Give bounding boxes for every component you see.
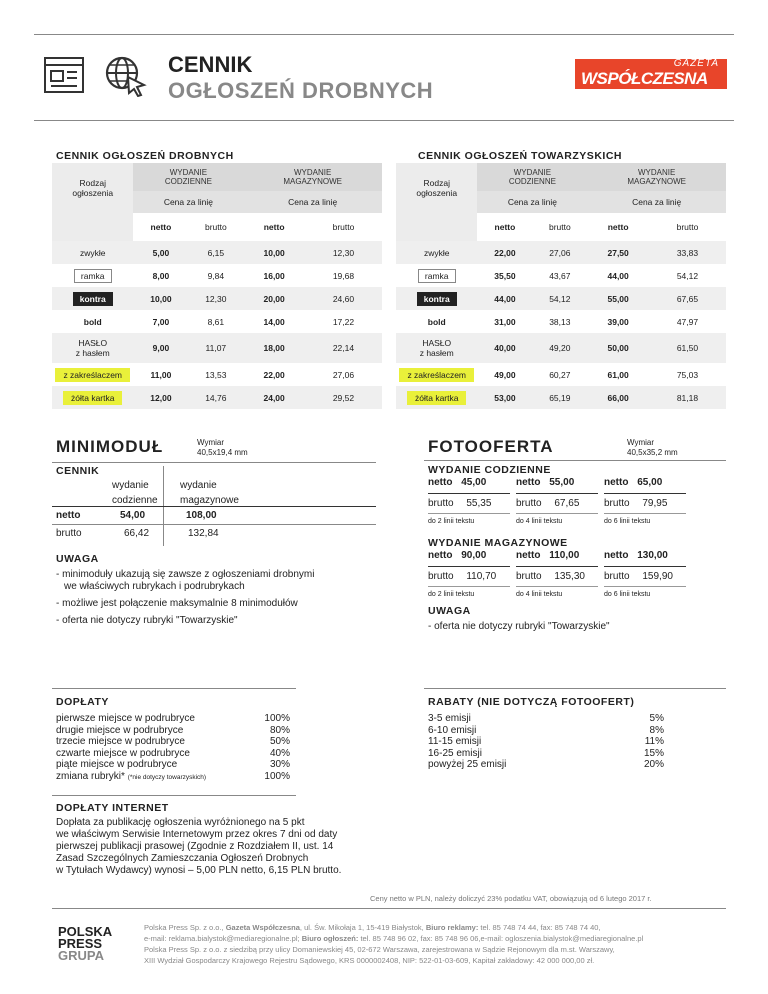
netto-value: 44,00 xyxy=(494,293,516,304)
towarzyskie-table xyxy=(396,163,726,409)
foto-dim: Wymiar 40,5x35,2 mm xyxy=(627,438,678,457)
netto-value: 10,00 xyxy=(263,247,285,258)
brutto-value: 14,76 xyxy=(205,392,227,403)
netto-value: 20,00 xyxy=(263,293,285,304)
brutto-value: 12,30 xyxy=(332,247,355,258)
brutto-header: brutto xyxy=(676,222,699,232)
foto-note: - oferta nie dotyczy rubryki "Towarzyskie" xyxy=(428,621,610,632)
table-row xyxy=(52,241,382,264)
row-label: z zakreślaczem xyxy=(52,363,133,386)
netto-header: netto xyxy=(494,222,516,232)
netto-value: 66,00 xyxy=(607,392,629,403)
brutto-header: brutto xyxy=(548,222,571,232)
list-item: 11-15 emisji 11% xyxy=(428,736,664,747)
row-label: ramka xyxy=(396,264,477,287)
footer-text: Polska Press Sp. z o.o., Gazeta Współczesna, ul. Św. Mikołaja 1, 15-419 Białystok, Biuro reklamy: tel. 85 748 74 44, fax: 85 748 74 40, e-mail: reklama.bialystok@mediaregionalne.pl; Biuro ogłoszeń: tel. 85 748 96 02, fax: 85 748 96 06,e-mail: ogloszenia.bialystok@mediaregionalne.pl Polska Press Sp. z o.o. z siedzibą przy ulicy Domaniewskiej 45, 02-672 Warszawa, zarejestrowana w Sądzie Rejonowym dla m.st. Warszawy, XIII Wydział Gospodarczy Krajowego Rejestru Sądowego, KRS 0000002408, NIP: 522-01-03-609, Kapitał zakładowy: 42 000 000,00 zł. xyxy=(144,923,644,965)
minimodul-cennik: CENNIK xyxy=(56,465,100,477)
drobne-title: CENNIK OGŁOSZEŃ DROBNYCH xyxy=(56,150,234,162)
brutto-value: 17,22 xyxy=(332,316,355,327)
doplaty-title: DOPŁATY xyxy=(56,696,109,708)
brutto-value: 65,19 xyxy=(549,392,571,403)
brutto-value: 27,06 xyxy=(549,247,571,258)
list-item: powyżej 25 emisji 20% xyxy=(428,759,664,770)
row-label: HASŁO z hasłem xyxy=(419,338,454,358)
minimodul-title: MINIMODUŁ xyxy=(56,437,164,456)
ed1-header: WYDANIE CODZIENNE xyxy=(477,163,587,191)
brutto-value: 75,03 xyxy=(676,369,699,380)
brutto-value: 8,61 xyxy=(207,316,225,327)
table-row xyxy=(52,287,382,310)
col-type: Rodzaj ogłoszenia xyxy=(52,163,133,213)
col-type: Rodzaj ogłoszenia xyxy=(396,163,477,213)
mm-notes: - minimoduły ukazują się zawsze z ogłoszeniami drobnymi we właściwych rubrykach i podrubrykach - możliwe jest połączenie maksymalnie 8 minimodułów - oferta nie dotyczy rubryki "Towarzyskie" xyxy=(56,569,315,626)
netto-value: 53,00 xyxy=(494,392,516,403)
netto-value: 24,00 xyxy=(263,392,285,403)
foto-option: netto 110,00 brutto 135,30 do 4 linii tekstu xyxy=(516,550,598,598)
drobne-table xyxy=(52,163,382,409)
netto-value: 49,00 xyxy=(494,369,516,380)
mm-b2: 132,84 xyxy=(188,528,219,539)
netto-value: 27,50 xyxy=(607,247,629,258)
brutto-value: 54,12 xyxy=(549,293,571,304)
foto-option: netto 130,00 brutto 159,90 do 6 linii tekstu xyxy=(604,550,686,598)
netto-value: 61,00 xyxy=(607,369,629,380)
ed1-header: WYDANIE CODZIENNE xyxy=(133,163,243,191)
per-line: Cena za linię xyxy=(243,191,382,213)
row-label: HASŁO z hasłem xyxy=(75,338,110,358)
foto-option: netto 45,00 brutto 55,35 do 2 linii tekstu xyxy=(428,477,510,525)
foto-option: netto 90,00 brutto 110,70 do 2 linii tekstu xyxy=(428,550,510,598)
table-row xyxy=(396,310,726,333)
per-line: Cena za linię xyxy=(133,191,243,213)
towarzyskie-title: CENNIK OGŁOSZEŃ TOWARZYSKICH xyxy=(418,150,622,162)
mm-brutto: brutto xyxy=(56,528,82,539)
netto-value: 8,00 xyxy=(152,270,170,281)
netto-header: netto xyxy=(263,222,285,232)
mm-n1: 54,00 xyxy=(120,510,146,521)
foto-wm: WYDANIE MAGAZYNOWE xyxy=(428,537,568,549)
row-label: bold xyxy=(83,316,102,327)
netto-value: 5,00 xyxy=(152,247,170,258)
row-label: żółta kartka xyxy=(396,386,477,409)
netto-header: netto xyxy=(150,222,172,232)
row-label: żółta kartka xyxy=(52,386,133,409)
row-label: kontra xyxy=(396,287,477,310)
netto-value: 22,00 xyxy=(494,247,516,258)
polska-press-logo: POLSKA PRESS GRUPA xyxy=(58,924,113,963)
list-item: zmiana rubryki* (*nie dotyczy towarzyskich) 100% xyxy=(56,770,290,782)
brutto-header: brutto xyxy=(204,222,227,232)
table-row xyxy=(396,363,726,386)
brutto-value: 11,07 xyxy=(205,343,227,353)
netto-value: 18,00 xyxy=(263,343,285,353)
table-row xyxy=(396,333,726,363)
foto-option: netto 55,00 brutto 67,65 do 4 linii tekstu xyxy=(516,477,598,525)
brutto-value: 38,13 xyxy=(549,316,571,327)
brutto-value: 61,50 xyxy=(676,343,699,353)
netto-value: 55,00 xyxy=(607,293,629,304)
brutto-value: 22,14 xyxy=(332,343,355,353)
table-row xyxy=(396,287,726,310)
table-row xyxy=(52,264,382,287)
row-label: kontra xyxy=(52,287,133,310)
brutto-value: 33,83 xyxy=(676,247,699,258)
netto-header: netto xyxy=(607,222,629,232)
row-label: zwykłe xyxy=(423,247,450,258)
brutto-value: 47,97 xyxy=(676,316,699,327)
globe-cursor-icon xyxy=(104,55,148,102)
netto-value: 22,00 xyxy=(263,369,285,380)
netto-value: 14,00 xyxy=(263,316,285,327)
ed2-header: WYDANIE MAGAZYNOWE xyxy=(587,163,726,191)
brutto-value: 54,12 xyxy=(676,270,699,281)
brutto-header: brutto xyxy=(332,222,355,232)
brutto-value: 67,65 xyxy=(676,293,699,304)
foto-title: FOTOOFERTA xyxy=(428,437,554,456)
table-row xyxy=(396,264,726,287)
brutto-value: 13,53 xyxy=(205,369,227,380)
list-item: 3-5 emisji 5% xyxy=(428,713,664,724)
foto-wc: WYDANIE CODZIENNE xyxy=(428,464,551,476)
row-label: z zakreślaczem xyxy=(396,363,477,386)
per-line: Cena za linię xyxy=(587,191,726,213)
mm-n2: 108,00 xyxy=(186,510,217,521)
netto-value: 12,00 xyxy=(150,392,172,403)
brutto-value: 6,15 xyxy=(207,247,225,258)
mm-netto: netto xyxy=(56,510,81,521)
brutto-value: 24,60 xyxy=(332,293,355,304)
list-item: czwarte miejsce w podrubryce 40% xyxy=(56,747,290,759)
document-icon xyxy=(44,57,84,98)
netto-value: 11,00 xyxy=(150,369,172,380)
netto-value: 50,00 xyxy=(607,343,629,353)
brutto-value: 27,06 xyxy=(332,369,355,380)
brutto-value: 43,67 xyxy=(549,270,571,281)
foto-option: netto 65,00 brutto 79,95 do 6 linii tekstu xyxy=(604,477,686,525)
netto-value: 44,00 xyxy=(607,270,629,281)
netto-value: 31,00 xyxy=(494,316,516,327)
table-row xyxy=(52,363,382,386)
foto-uwaga: UWAGA xyxy=(428,605,471,617)
list-item: piąte miejsce w podrubryce 30% xyxy=(56,759,290,770)
internet-text: Dopłata za publikację ogłoszenia wyróżnionego na 5 pkt we właściwym Serwisie Internetowym przez okres 7 dni od daty pierwszej publikacji prasowej (Zgodnie z Rozdziałem II, ust. 14 Zasad Szczególnych Zamieszczania Ogłoszeń Drobnych w Tytułach Wydawcy) wynosi – 5,00 PLN netto, 6,15 PLN brutto. xyxy=(56,817,342,876)
row-label: ramka xyxy=(52,264,133,287)
list-item: pierwsze miejsce w podrubryce 100% xyxy=(56,713,290,724)
internet-title: DOPŁATY INTERNET xyxy=(56,802,169,814)
netto-value: 9,00 xyxy=(152,343,170,353)
vat-note: Ceny netto w PLN, należy doliczyć 23% podatku VAT, obowiązują od 6 lutego 2017 r. xyxy=(370,894,652,903)
brutto-value: 9,84 xyxy=(207,270,225,281)
row-label: zwykłe xyxy=(79,247,106,258)
gazeta-logo: GAZETA WSPÓŁCZESNA xyxy=(575,59,727,89)
netto-value: 39,00 xyxy=(607,316,629,327)
table-row xyxy=(52,333,382,363)
mm-b1: 66,42 xyxy=(124,528,150,539)
netto-value: 16,00 xyxy=(263,270,285,281)
rabaty-title: RABATY (NIE DOTYCZĄ FOTOOFERT) xyxy=(428,696,635,708)
list-item: trzecie miejsce w podrubryce 50% xyxy=(56,736,290,747)
netto-value: 35,50 xyxy=(494,270,516,281)
minimodul-dim: Wymiar 40,5x19,4 mm xyxy=(197,438,248,457)
table-row xyxy=(396,241,726,264)
brutto-value: 60,27 xyxy=(549,369,571,380)
table-row xyxy=(396,386,726,409)
table-row xyxy=(52,386,382,409)
mm-uwaga: UWAGA xyxy=(56,553,99,565)
mm-col2: wydanie magazynowe xyxy=(180,480,239,506)
brutto-value: 29,52 xyxy=(332,392,355,403)
list-item: 6-10 emisji 8% xyxy=(428,724,664,736)
brutto-value: 12,30 xyxy=(205,293,227,304)
per-line: Cena za linię xyxy=(477,191,587,213)
netto-value: 7,00 xyxy=(152,316,170,327)
page-title: CENNIK OGŁOSZEŃ DROBNYCH xyxy=(168,52,434,103)
table-row xyxy=(52,310,382,333)
row-label: bold xyxy=(427,316,446,327)
brutto-value: 81,18 xyxy=(676,392,699,403)
list-item: 16-25 emisji 15% xyxy=(428,747,664,759)
netto-value: 10,00 xyxy=(150,293,172,304)
netto-value: 40,00 xyxy=(494,343,516,353)
brutto-value: 49,20 xyxy=(549,343,571,353)
mm-col1: wydanie codzienne xyxy=(112,480,158,506)
ed2-header: WYDANIE MAGAZYNOWE xyxy=(243,163,382,191)
list-item: drugie miejsce w podrubryce 80% xyxy=(56,724,290,736)
brutto-value: 19,68 xyxy=(332,270,355,281)
